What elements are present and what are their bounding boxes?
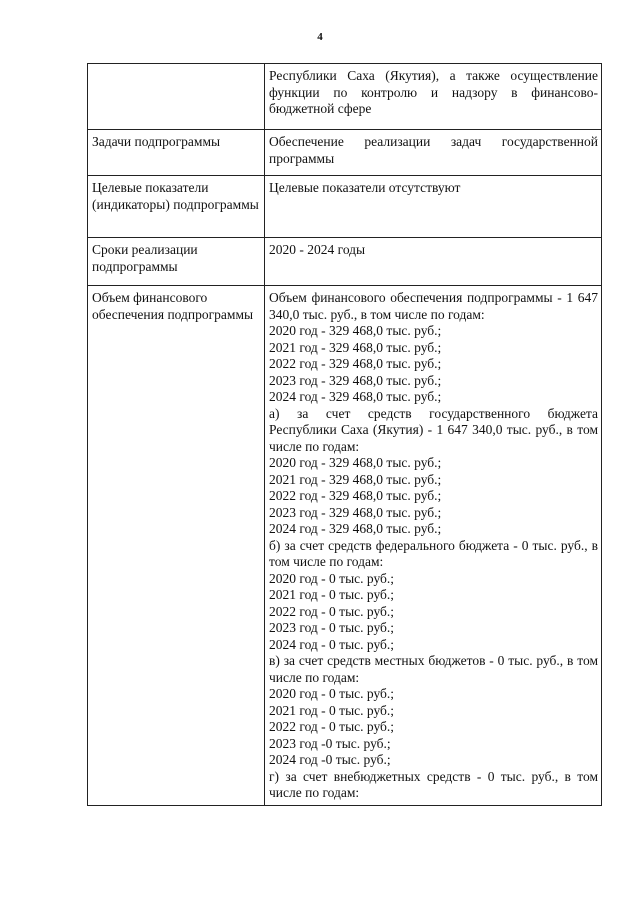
value-line: 2024 год - 329 468,0 тыс. руб.;	[269, 521, 442, 536]
value-line: 2020 год - 329 468,0 тыс. руб.;	[269, 455, 442, 470]
row-label-cell: Задачи подпрограммы	[88, 130, 265, 176]
subprogram-passport-table	[87, 63, 602, 806]
value-line: 2023 год -0 тыс. руб.;	[269, 735, 391, 751]
row-value-cell	[265, 286, 602, 806]
value-line: 2023 год - 329 468,0 тыс. руб.;	[269, 372, 442, 388]
row-label-cell: Целевые показатели (индикаторы) подпрограммы	[88, 176, 265, 238]
row-value-cell	[265, 130, 602, 176]
value-line: 2023 год - 0 тыс. руб.;	[269, 620, 395, 635]
value-line: 2021 год - 0 тыс. руб.;	[269, 587, 395, 602]
table-row	[88, 238, 602, 286]
row-label-cell: Объем финансового обеспечения подпрограммы	[88, 286, 265, 806]
value-line: Обеспечение реализации задач государственной программы	[269, 134, 598, 166]
row-value-cell	[265, 176, 602, 238]
table-row	[88, 130, 602, 176]
value-line: 2020 год - 0 тыс. руб.;	[269, 570, 395, 586]
value-line: 2021 год - 329 468,0 тыс. руб.;	[269, 339, 442, 355]
value-line: а) за счет средств государственного бюджета Республики Саха (Якутия) - 1 647 340,0 тыс. руб., в том числе по годам:	[269, 405, 598, 454]
page-number: 4	[317, 31, 323, 43]
value-line: в) за счет средств местных бюджетов - 0 тыс. руб., в том числе по годам:	[269, 653, 598, 685]
value-line: 2021 год - 329 468,0 тыс. руб.;	[269, 471, 442, 487]
row-label-cell	[88, 64, 265, 130]
table-row	[88, 64, 602, 130]
value-line: Целевые показатели отсутствуют	[269, 180, 461, 195]
value-line: 2022 год - 0 тыс. руб.;	[269, 719, 395, 734]
value-line: г) за счет внебюджетных средств - 0 тыс. руб., в том числе по годам:	[269, 768, 598, 800]
value-line: 2020 год - 0 тыс. руб.;	[269, 686, 395, 701]
value-line: 2020 год - 329 468,0 тыс. руб.;	[269, 323, 442, 338]
value-line: 2023 год - 329 468,0 тыс. руб.;	[269, 504, 442, 520]
value-line: 2022 год - 329 468,0 тыс. руб.;	[269, 488, 442, 503]
table-row	[88, 176, 602, 238]
value-line: 2020 - 2024 годы	[269, 242, 366, 257]
value-line: 2024 год -0 тыс. руб.;	[269, 752, 391, 767]
value-line: 2024 год - 0 тыс. руб.;	[269, 636, 395, 652]
value-line: 2022 год - 0 тыс. руб.;	[269, 603, 395, 619]
value-line: 2022 год - 329 468,0 тыс. руб.;	[269, 356, 442, 371]
row-label-cell: Сроки реализации подпрограммы	[88, 238, 265, 286]
value-line: Республики Саха (Якутия), а также осуществление функции по контролю и надзору в финансово-бюджетной сфере	[269, 68, 598, 116]
value-line: Объем финансового обеспечения подпрограммы - 1 647 340,0 тыс. руб., в том числе по годам:	[269, 290, 598, 322]
table-row	[88, 286, 602, 806]
value-line: 2021 год - 0 тыс. руб.;	[269, 702, 395, 718]
row-value-cell	[265, 238, 602, 286]
row-value-cell	[265, 64, 602, 130]
value-line: б) за счет средств федерального бюджета - 0 тыс. руб., в том числе по годам:	[269, 537, 598, 569]
value-line: 2024 год - 329 468,0 тыс. руб.;	[269, 389, 442, 404]
